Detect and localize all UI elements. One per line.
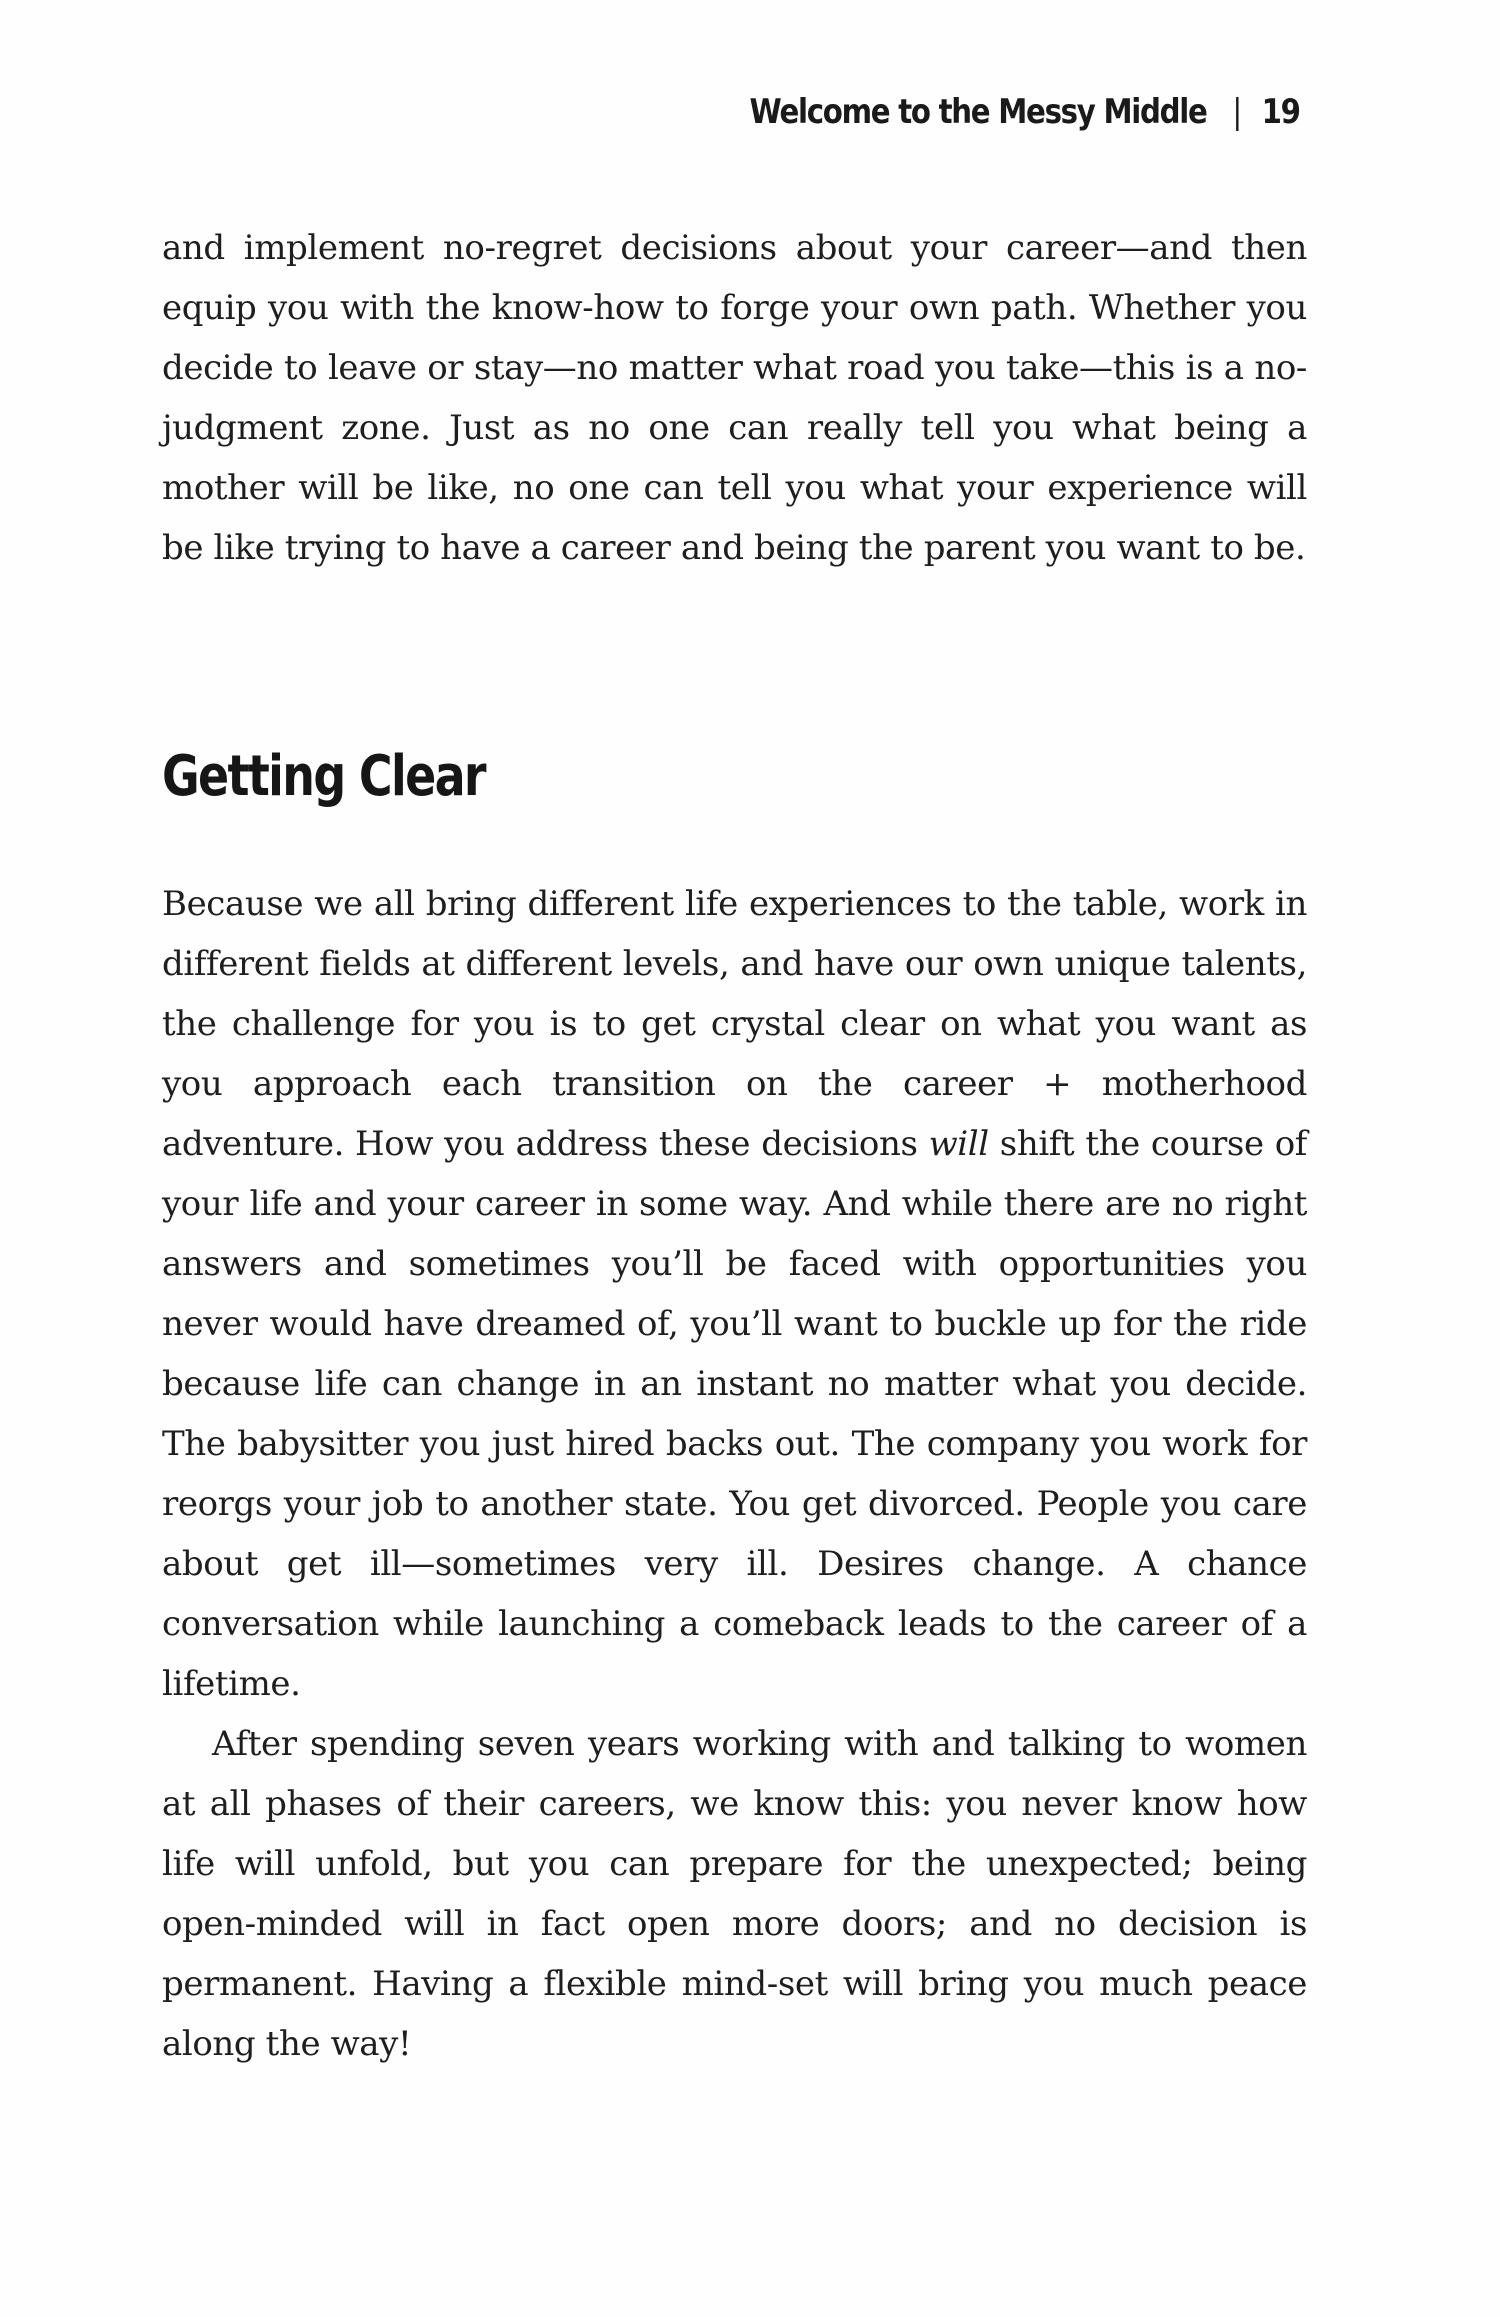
chapter-title: Welcome to the Messy Middle: [749, 92, 1207, 132]
section-body: [162, 874, 1307, 2074]
paragraph-1-text-a: Because we all bring different life experiences to the table, work in different fields at different levels, and have our own unique talents, the challenge for you is to get crystal clear on what you want as you approach each transition on the career + motherhood adventure. How you address these decisions: [162, 884, 1307, 1164]
paragraph-1-text-b: shift the course of your life and your career in some way. And while there are no right answers and sometimes you’ll be faced with opportunities you never would have dreamed of, you’ll want to buckle up for the ride because life can change in an instant no matter what you decide. The babysitter you just hired backs out. The company you work for reorgs your job to another state. You get divorced. People you care about get ill—sometimes very ill. Desires change. A chance conversation while launching a comeback leads to the career of a lifetime.: [162, 1124, 1307, 1704]
continuation-paragraph: and implement no-regret decisions about your career—and then equip you with the know-how to forge your own path. Whether you decide to leave or stay—no matter what road you take—this is a no-judgment zone. Just as no one can really tell you what being a mother will be like, no one can tell you what your experience will be like trying to have a career and being the parent you want to be.: [162, 228, 1307, 568]
page-number: 19: [1261, 92, 1300, 132]
running-head: [750, 92, 1300, 132]
continuation-block: [162, 218, 1307, 578]
paragraph-1: [162, 874, 1307, 1714]
paragraph-2: After spending seven years working with and talking to women at all phases of their careers, we know this: you never know how life will unfold, but you can prepare for the unexpected; being open-minded will in fact open more doors; and no decision is permanent. Having a flexible mind-set will bring you much peace along the way!: [162, 1724, 1307, 2064]
paragraph-1-emphasis: will: [928, 1124, 989, 1164]
section-heading: Getting Clear: [162, 744, 485, 809]
header-separator: |: [1232, 92, 1242, 132]
